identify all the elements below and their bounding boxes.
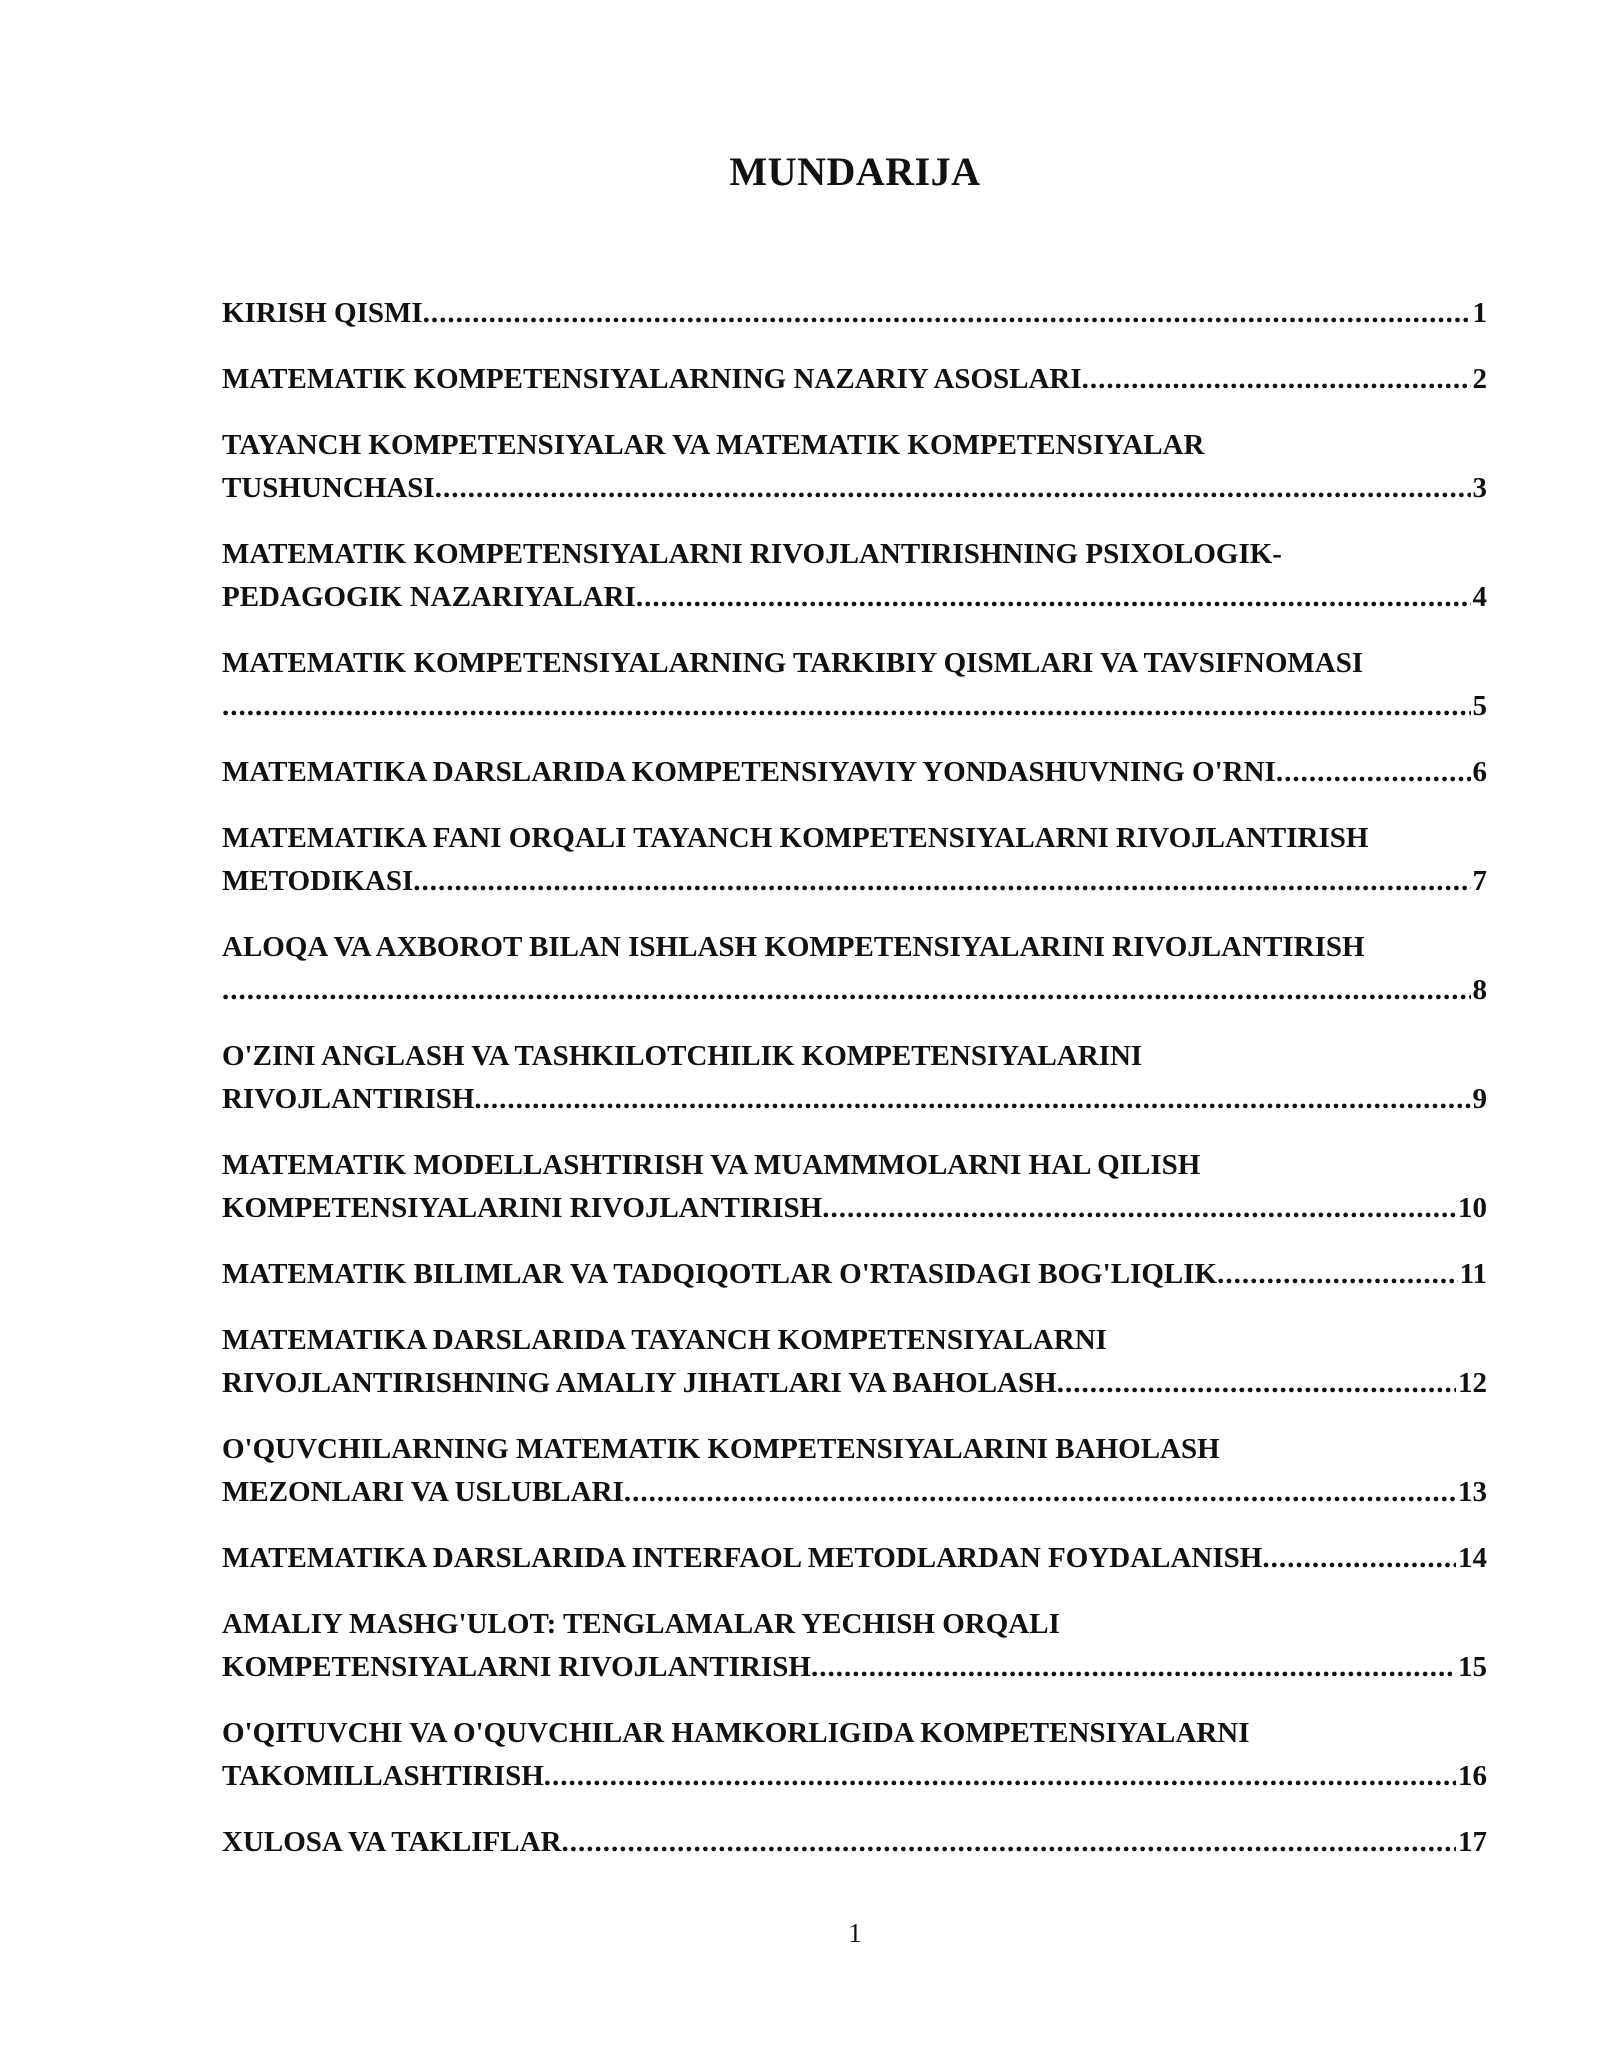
toc-entry-title: KIRISH QISMI: [222, 297, 423, 329]
toc-entry-leader-line: [222, 1755, 1487, 1798]
toc-entry-page-number: 6: [1472, 756, 1487, 788]
toc-entry[interactable]: [222, 1428, 1487, 1514]
toc-entry-title: MATEMATIKA DARSLARIDA KOMPETENSIYAVIY YONDASHUVNING O'RNI: [222, 756, 1276, 788]
toc-entry-page-number: 9: [1472, 1083, 1487, 1115]
toc-entry-title-line: TAYANCH KOMPETENSIYALAR VA MATEMATIK KOMPETENSIYALAR: [222, 429, 1205, 461]
toc-entry-leader-line: [222, 1646, 1487, 1689]
toc-entry[interactable]: [222, 1712, 1487, 1798]
toc-entry-title: KOMPETENSIYALARNI RIVOJLANTIRISH: [222, 1651, 811, 1683]
toc-entry-page-number: 17: [1458, 1826, 1487, 1858]
toc-entry-page-number: 7: [1472, 865, 1487, 897]
dot-leader: [222, 685, 1471, 728]
dot-leader: [811, 1646, 1456, 1689]
toc-entry-title: MATEMATIK BILIMLAR VA TADQIQOTLAR O'RTASIDAGI BOG'LIQLIK: [222, 1258, 1218, 1290]
toc-entry-leader-line: [222, 1078, 1487, 1121]
toc-entry-leader-line: [222, 576, 1487, 619]
toc-entry-title-line: MATEMATIK KOMPETENSIYALARNING TARKIBIY QISMLARI VA TAVSIFNOMASI: [222, 647, 1364, 679]
toc-entry-page-number: 4: [1472, 581, 1487, 613]
toc-entry-title-line: O'QITUVCHI VA O'QUVCHILAR HAMKORLIGIDA KOMPETENSIYALARNI: [222, 1717, 1250, 1749]
toc-entry[interactable]: [222, 926, 1487, 1012]
toc-entry-leader-line: [222, 358, 1487, 401]
toc-entry[interactable]: [222, 1537, 1487, 1580]
toc-entry-title-line: AMALIY MASHG'ULOT: TENGLAMALAR YECHISH ORQALI: [222, 1608, 1060, 1640]
toc-entry-leader-line: [222, 969, 1487, 1012]
toc-entry-page-number: 16: [1458, 1760, 1487, 1792]
toc-entry[interactable]: [222, 1253, 1487, 1296]
dot-leader: [1217, 1253, 1457, 1296]
dot-leader: [822, 1187, 1456, 1230]
dot-leader: [1057, 1362, 1456, 1405]
toc-entry-page-number: 2: [1472, 363, 1487, 395]
page-number: 1: [848, 1918, 862, 1948]
toc-entry-title: TUSHUNCHASI: [222, 472, 435, 504]
toc-entry-page-number: 1: [1472, 297, 1487, 329]
toc-entry-title-line: O'ZINI ANGLASH VA TASHKILOTCHILIK KOMPETENSIYALARINI: [222, 1040, 1143, 1072]
toc-entry[interactable]: [222, 424, 1487, 510]
toc-entry[interactable]: [222, 533, 1487, 619]
toc-entry-title: MATEMATIK KOMPETENSIYALARNING NAZARIY ASOSLARI: [222, 363, 1082, 395]
toc-entry-title: KOMPETENSIYALARINI RIVOJLANTIRISH: [222, 1192, 823, 1224]
toc-entry[interactable]: [222, 1319, 1487, 1405]
dot-leader: [474, 1078, 1470, 1121]
toc-entry-page-number: 5: [1472, 690, 1487, 722]
toc-entry-title: RIVOJLANTIRISH: [222, 1083, 475, 1115]
toc-entry[interactable]: [222, 642, 1487, 728]
toc-entry-leader-line: [222, 292, 1487, 335]
toc-entry-page-number: 10: [1458, 1192, 1487, 1224]
toc-entry[interactable]: [222, 292, 1487, 335]
toc-entry-leader-line: [222, 685, 1487, 728]
toc-entry-title-line: O'QUVCHILARNING MATEMATIK KOMPETENSIYALARINI BAHOLASH: [222, 1433, 1220, 1465]
toc-entry-page-number: 15: [1458, 1651, 1487, 1683]
dot-leader: [1262, 1537, 1456, 1580]
dot-leader: [423, 292, 1471, 335]
toc-entry-title: METODIKASI: [222, 865, 414, 897]
dot-leader: [562, 1821, 1456, 1864]
toc-entry-title-line: MATEMATIKA FANI ORQALI TAYANCH KOMPETENSIYALARNI RIVOJLANTIRISH: [222, 822, 1369, 854]
toc-entry-page-number: 13: [1458, 1476, 1487, 1508]
toc-entry-leader-line: [222, 1471, 1487, 1514]
toc-entry-title: RIVOJLANTIRISHNING AMALIY JIHATLARI VA BAHOLASH: [222, 1367, 1057, 1399]
toc-entry-page-number: 12: [1458, 1367, 1487, 1399]
page-title: MUNDARIJA: [729, 149, 981, 194]
toc-entry-title: XULOSA VA TAKLIFLAR: [222, 1826, 562, 1858]
toc-entry-page-number: 11: [1459, 1258, 1487, 1290]
toc-entry[interactable]: [222, 1603, 1487, 1689]
dot-leader: [624, 1471, 1456, 1514]
toc-entry-title-line: MATEMATIK MODELLASHTIRISH VA MUAMMMOLARNI HAL QILISH: [222, 1149, 1201, 1181]
toc-entry-page-number: 3: [1472, 472, 1487, 504]
dot-leader: [413, 860, 1470, 903]
toc-entry-leader-line: [222, 1187, 1487, 1230]
toc-entry-leader-line: [222, 1537, 1487, 1580]
toc-entry[interactable]: [222, 1821, 1487, 1864]
toc-entry-page-number: 8: [1472, 974, 1487, 1006]
dot-leader: [222, 969, 1471, 1012]
table-of-contents: [222, 292, 1487, 1887]
toc-entry[interactable]: [222, 1035, 1487, 1121]
toc-entry-title-line: MATEMATIKA DARSLARIDA TAYANCH KOMPETENSIYALARNI: [222, 1324, 1107, 1356]
toc-entry-leader-line: [222, 1821, 1487, 1864]
toc-entry[interactable]: [222, 751, 1487, 794]
dot-leader: [636, 576, 1471, 619]
toc-entry-title: TAKOMILLASHTIRISH: [222, 1760, 544, 1792]
toc-entry[interactable]: [222, 358, 1487, 401]
toc-entry-leader-line: [222, 1253, 1487, 1296]
toc-entry-leader-line: [222, 1362, 1487, 1405]
toc-entry-title: MEZONLARI VA USLUBLARI: [222, 1476, 624, 1508]
toc-entry-title: MATEMATIKA DARSLARIDA INTERFAOL METODLARDAN FOYDALANISH: [222, 1542, 1263, 1574]
toc-entry-title-line: ALOQA VA AXBOROT BILAN ISHLASH KOMPETENSIYALARINI RIVOJLANTIRISH: [222, 931, 1365, 963]
toc-entry-leader-line: [222, 467, 1487, 510]
toc-entry-page-number: 14: [1458, 1542, 1487, 1574]
toc-entry[interactable]: [222, 1144, 1487, 1230]
dot-leader: [435, 467, 1471, 510]
dot-leader: [1082, 358, 1471, 401]
dot-leader: [1276, 751, 1471, 794]
toc-entry-leader-line: [222, 860, 1487, 903]
dot-leader: [544, 1755, 1456, 1798]
toc-entry[interactable]: [222, 817, 1487, 903]
toc-entry-title-line: MATEMATIK KOMPETENSIYALARNI RIVOJLANTIRISHNING PSIXOLOGIK-: [222, 538, 1282, 570]
toc-entry-leader-line: [222, 751, 1487, 794]
toc-entry-title: PEDAGOGIK NAZARIYALARI: [222, 581, 636, 613]
